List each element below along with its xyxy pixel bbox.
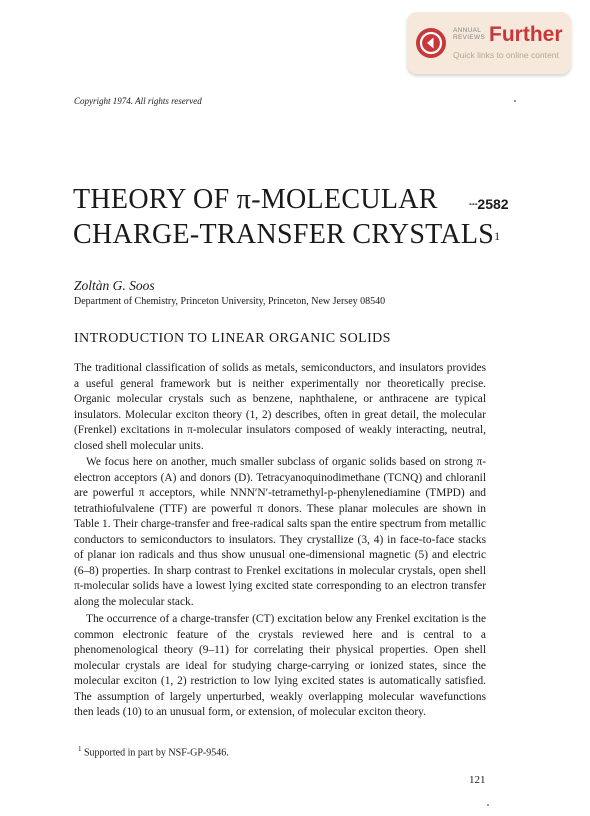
page-number: 121 bbox=[469, 774, 486, 786]
title-line-1: THEORY OF π-MOLECULAR bbox=[73, 184, 438, 215]
reviews-label: REVIEWS bbox=[453, 34, 486, 41]
speck bbox=[514, 100, 516, 102]
author-name: Zoltàn G. Soos bbox=[74, 278, 155, 293]
footnote bbox=[78, 745, 229, 758]
title-line-2: CHARGE-TRANSFER CRYSTALS bbox=[73, 219, 495, 250]
annual-reviews-further-badge[interactable] bbox=[407, 12, 571, 74]
annual-reviews-logo-text bbox=[453, 27, 485, 41]
paragraph: We focus here on another, much smaller subclass of organic solids based on strong π-electron acceptors (A) and donors (D). Tetracyanoquinodimethane (TCNQ) and chloranil are powerful π acceptors, while NNN′N′-tetramethyl-p-phenylenediamine (TMPD) and tetrathiofulvalene (TTF) are powerful π donors. These planar molecules are shown in Table 1. Their charge-transfer and free-radical salts span the entire spectrum from metallic conductors to semiconductors to insulators. They crystallize (3, 4) in face-to-face stacks of planar ion radicals and thus show unusual one-dimensional magnetic (5) and electric (6–8) properties. In sharp contrast to Frenkel excitations in molecular crystals, open shell π-molecular solids have a lowest lying excited state corresponding to an electron transfer along the molecular stack. bbox=[74, 456, 486, 608]
further-label: Further bbox=[489, 23, 563, 46]
play-arrow-icon bbox=[416, 28, 446, 58]
footnote-mark: 1 bbox=[78, 745, 82, 753]
speck bbox=[487, 804, 489, 806]
quick-links-label: Quick links to online content bbox=[453, 50, 559, 60]
article-title bbox=[73, 182, 500, 252]
title-footnote-mark: 1 bbox=[494, 229, 501, 243]
copyright-notice: Copyright 1974. All rights reserved bbox=[74, 96, 202, 106]
footnote-text: Supported in part by NSF-GP-9546. bbox=[84, 747, 229, 759]
section-heading: INTRODUCTION TO LINEAR ORGANIC SOLIDS bbox=[74, 331, 391, 346]
paragraph: The occurrence of a charge-transfer (CT) excitation below any Frenkel excitation is the common electronic feature of the crystals reviewed here and is central to a phenomenological theory (9–11) for correlating their physical properties. Open shell molecular crystals are ideal for studying charge-carrying or ionized states, since the molecular exciton (1, 2) restriction to low lying excited states is automatically satisfied. The assumption of largely unperturbed, weakly overlapping molecular wavefunctions then leads (10) to an unusual form, or extension, of molecular exciton theory. bbox=[74, 613, 486, 719]
annual-label: ANNUAL bbox=[453, 27, 482, 34]
article-code: ┄2582 bbox=[469, 196, 509, 212]
author-affiliation: Department of Chemistry, Princeton University, Princeton, New Jersey 08540 bbox=[74, 296, 386, 307]
paragraph: The traditional classification of solids as metals, semiconductors, and insulators provides a useful general framework but is neither experimentally nor theoretically precise. Organic molecular crystals such as benzene, naphthalene, or anthracene are typical insulators. Molecular exciton theory (1, 2) describes, often in great detail, the molecular (Frenkel) excitations in π-molecular insulators composed of weakly interacting, neutral, closed shell molecular units. bbox=[74, 362, 486, 452]
